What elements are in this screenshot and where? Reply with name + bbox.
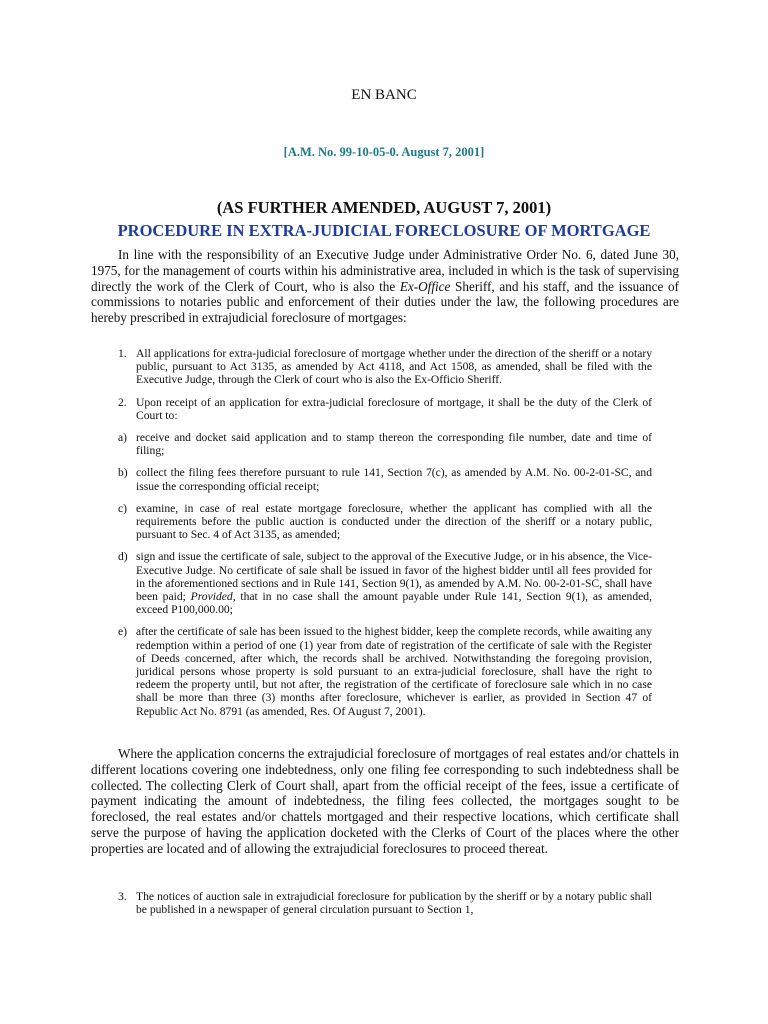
list-item-text: The notices of auction sale in extrajudicial foreclosure for publication by the sheriff or by a notary public shall be published in a newspaper of general circulation pursuant to Section 1, <box>136 890 652 917</box>
list-marker: 1. <box>118 347 127 360</box>
list-item-1 <box>91 347 652 387</box>
multi-location-paragraph: Where the application concerns the extrajudicial foreclosure of mortgages of real estates and/or chattels in different locations covering one indebtedness, only one filing fee corresponding to such indebtedness shall be collected. The collecting Clerk of Court shall, apart from the official receipt of the fees, issue a certificate of payment indicating the amount of indebtedness, the filing fees collected, the mortgages sought to be foreclosed, the real estates and/or chattels mortgaged and their respective locations, which certificate shall serve the purpose of having the application docketed with the Clerks of Court of the places where the other properties are located and of allowing the extrajudicial foreclosures to proceed thereat. <box>91 746 679 856</box>
list-item-text: All applications for extra-judicial foreclosure of mortgage whether under the direction of the sheriff or a notary public, pursuant to Act 3135, as amended by Act 4118, and Act 1508, as amended, shall be filed with the Executive Judge, through the Clerk of court who is also the Ex-Officio Sheriff. <box>136 347 652 387</box>
list-marker: 3. <box>118 890 127 903</box>
list-item-e <box>91 625 652 717</box>
list-item-a <box>91 431 652 457</box>
list-marker: 2. <box>118 395 127 409</box>
case-citation: [A.M. No. 99-10-05-0. August 7, 2001] <box>283 145 485 159</box>
intro-italic: Ex-Office <box>399 278 451 294</box>
list-marker: e) <box>118 625 128 639</box>
list-item-2 <box>91 396 652 422</box>
procedure-list-continued <box>91 890 652 925</box>
list-marker: c) <box>118 501 128 515</box>
document-title: PROCEDURE IN EXTRA-JUDICIAL FORECLOSURE OF MORTGAGE <box>117 221 651 240</box>
list-item-3 <box>91 890 652 916</box>
list-item-text: receive and docket said application and to stamp thereon the corresponding file number, date and time of filing; <box>136 431 652 458</box>
list-marker: a) <box>118 431 128 445</box>
list-item-c <box>91 502 652 542</box>
intro-text-b: Sheriff, and his staff, and the issuance of commissions to notaries public and enforcement of their duties under the law, the following procedures are hereby prescribed in extrajudicial foreclosure of mortgages: <box>91 278 679 326</box>
list-item-text: collect the filing fees therefore pursuant to rule 141, Section 7(c), as amended by A.M. No. 00-2-01-SC, and issue the corresponding official receipt; <box>136 466 652 493</box>
list-item-italic: Provided, <box>190 590 236 604</box>
list-item-text: examine, in case of real estate mortgage foreclosure, whether the applicant has complied with all the requirements before the public auction is conducted under the direction of the sheriff or a notary public, pursuant to Sec. 4 of Act 3135, as amended; <box>136 501 652 542</box>
list-item-text: Upon receipt of an application for extra-judicial foreclosure of mortgage, it shall be the duty of the Clerk of Court to: <box>136 395 652 422</box>
list-item-text-b: that in no case shall the amount payable under Rule 141, Section 9(1), as amended, exceed P100,000.00; <box>136 590 652 617</box>
procedure-list <box>91 347 652 727</box>
court-division-header: EN BANC <box>351 87 417 103</box>
amendment-heading: (AS FURTHER AMENDED, AUGUST 7, 2001) <box>216 198 552 217</box>
list-marker: b) <box>118 466 128 480</box>
list-item-b <box>91 466 652 492</box>
list-item-text: after the certificate of sale has been issued to the highest bidder, keep the complete records, while awaiting any redemption within a period of one (1) year from date of registration of the certificate of sale with the Register of Deeds concerned, after which, the records shall be archived. Notwithstanding the foregoing provision, juridical persons whose property is sold pursuant to an extra-judicial foreclosure, shall have the right to redeem the property until, but not after, the registration of the certificate of foreclosure sale which in no case shall be more than three (3) months after foreclosure, whichever is earlier, as provided in Section 47 of Republic Act No. 8791 (as amended, Res. Of August 7, 2001). <box>136 625 652 718</box>
intro-paragraph <box>91 247 679 326</box>
list-item-d <box>91 550 652 616</box>
list-item-text-a: sign and issue the certificate of sale, subject to the approval of the Executive Judge, or in his absence, the Vice-Executive Judge. No certificate of sale shall be issued in favor of the highest bidder until all fees provided for in the aforementioned sections and in Rule 141, Section 9(1), as amended by A.M. No. 00-2-01-SC, shall have been paid; <box>136 550 652 604</box>
intro-text-a: In line with the responsibility of an Executive Judge under Administrative Order No. 6, dated June 30, 1975, for the management of courts within his administrative area, included in which is the task of supervising directly the work of the Clerk of Court, who is also the <box>91 247 679 294</box>
list-marker: d) <box>118 550 128 564</box>
